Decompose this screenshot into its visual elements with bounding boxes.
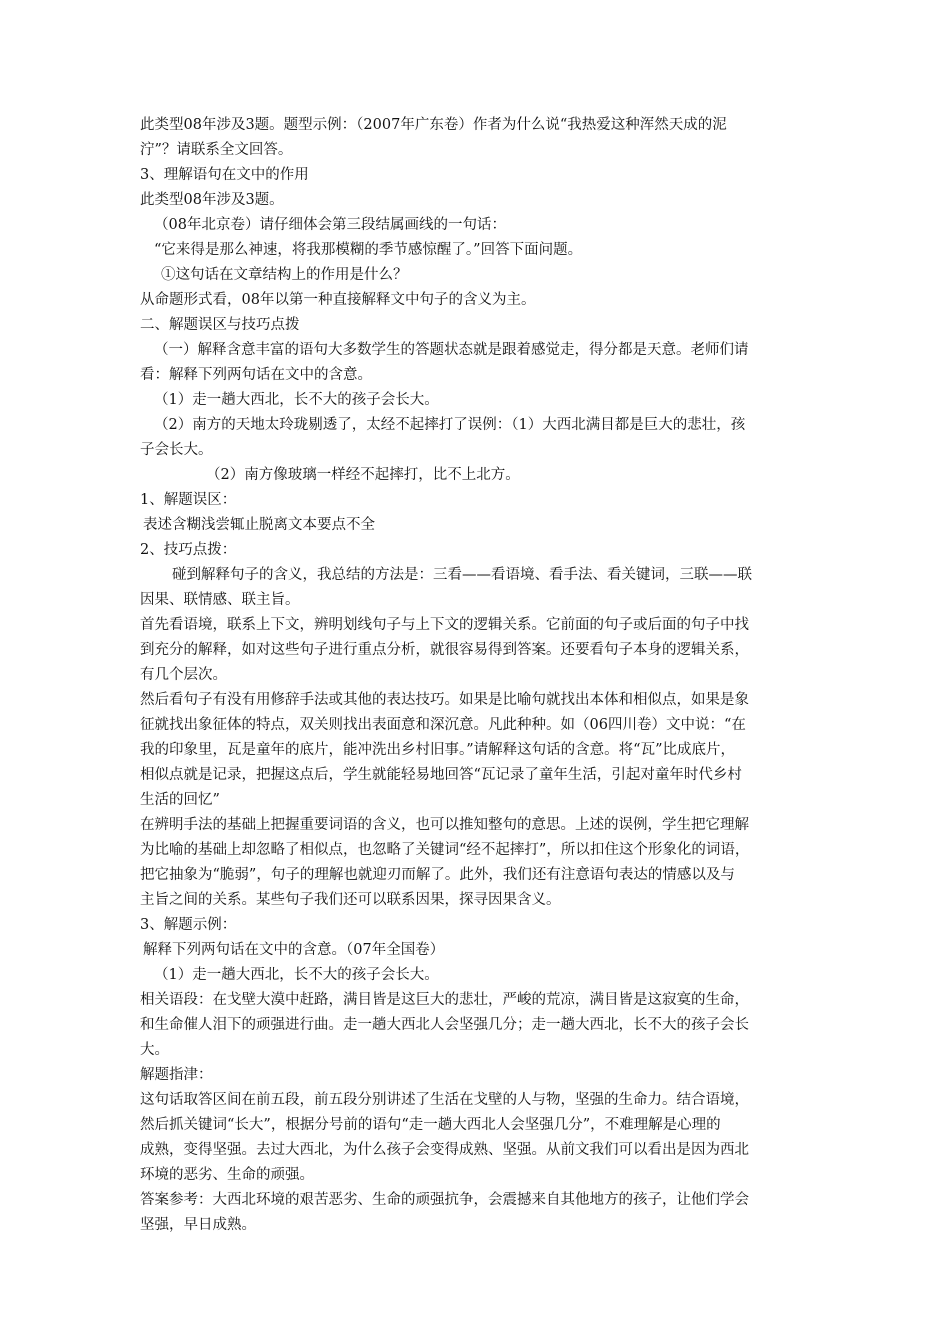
text-line: 3、理解语句在文中的作用: [140, 167, 309, 183]
text-line: （2）南方的天地太玲珑剔透了，太经不起摔打了误例：（1）大西北满目都是巨大的悲壮，孩: [154, 417, 746, 433]
text-line: 把它抽象为“脆弱”，句子的理解也就迎刃而解了。此外，我们还有注意语句表达的情感以及与: [140, 867, 735, 883]
text-line: （2）南方像玻璃一样经不起摔打，比不上北方。: [206, 467, 520, 483]
text-line: 坚强，早日成熟。: [140, 1217, 256, 1233]
text-line: 二、解题误区与技巧点拨: [140, 317, 300, 333]
text-line: 然后看句子有没有用修辞手法或其他的表达技巧。如果是比喻句就找出本体和相似点，如果是象: [140, 692, 749, 708]
text-line: 因果、联情感、联主旨。: [140, 592, 300, 608]
text-line: 1、解题误区：: [140, 492, 237, 508]
text-line: 生活的回忆”: [140, 792, 220, 808]
text-line: 首先看语境，联系上下文，辨明划线句子与上下文的逻辑关系。它前面的句子或后面的句子中找: [140, 617, 749, 633]
text-line: 看：解释下列两句话在文中的含意。: [140, 367, 372, 383]
text-line: 然后抓关键词“长大”，根据分号前的语句“走一趟大西北人会坚强几分”，不难理解是心理的: [140, 1117, 721, 1133]
text-line: 有几个层次。: [140, 667, 227, 683]
text-line: 子会长大。: [140, 442, 213, 458]
text-line: （1）走一趟大西北，长不大的孩子会长大。: [154, 392, 439, 408]
text-line: 为比喻的基础上却忽略了相似点，也忽略了关键词“经不起摔打”，所以扣住这个形象化的词语，: [140, 842, 750, 858]
text-line: 答案参考：大西北环境的艰苦恶劣、生命的顽强抗争，会震撼来自其他地方的孩子，让他们学会: [140, 1192, 749, 1208]
text-line: 泞”？请联系全文回答。: [140, 142, 293, 158]
text-line: 环境的恶劣、生命的顽强。: [140, 1167, 314, 1183]
document-page: [140, 113, 820, 1238]
text-line: 在辨明手法的基础上把握重要词语的含义，也可以推知整句的意思。上述的误例，学生把它理解: [140, 817, 749, 833]
text-line: 成熟，变得坚强。去过大西北，为什么孩子会变得成熟、坚强。从前文我们可以看出是因为西北: [140, 1142, 749, 1158]
text-line: 表述含糊浅尝辄止脱离文本要点不全: [143, 517, 375, 533]
text-line: 从命题形式看，08年以第一种直接解释文中句子的含义为主。: [140, 292, 536, 308]
text-line: 解释下列两句话在文中的含意。（07年全国卷）: [143, 942, 445, 958]
text-line: 3、解题示例：: [140, 917, 237, 933]
text-line: 2、技巧点拨：: [140, 542, 237, 558]
text-line: “它来得是那么神速，将我那模糊的季节感惊醒了。”回答下面问题。: [154, 242, 583, 258]
text-line: 和生命催人泪下的顽强进行曲。走一趟大西北人会坚强几分；走一趟大西北，长不大的孩子会长: [140, 1017, 749, 1033]
text-line: 相关语段：在戈壁大漠中赶路，满目皆是这巨大的悲壮，严峻的荒凉，满目皆是这寂寞的生命，: [140, 992, 749, 1008]
text-line: 大。: [140, 1042, 169, 1058]
text-line: 我的印象里，瓦是童年的底片，能冲洗出乡村旧事。”请解释这句话的含意。将“瓦”比成底片，: [140, 742, 735, 758]
text-line: 到充分的解释，如对这些句子进行重点分析，就很容易得到答案。还要看句子本身的逻辑关系，: [140, 642, 749, 658]
text-line: （1）走一趟大西北，长不大的孩子会长大。: [154, 967, 439, 983]
text-line: （一）解释含意丰富的语句大多数学生的答题状态就是跟着感觉走，得分都是天意。老师们请: [154, 342, 749, 358]
text-line: 征就找出象征体的特点，双关则找出表面意和深沉意。凡此种种。如（06四川卷）文中说：“在: [140, 717, 746, 733]
text-line: （08年北京卷）请仔细体会第三段结属画线的一句话：: [154, 217, 506, 233]
text-line: 主旨之间的关系。某些句子我们还可以联系因果，探寻因果含义。: [140, 892, 561, 908]
text-line: 这句话取答区间在前五段，前五段分别讲述了生活在戈壁的人与物，坚强的生命力。结合语境，: [140, 1092, 749, 1108]
text-line: 此类型08年涉及3题。题型示例：（2007年广东卷）作者为什么说“我热爱这种浑然天成的泥: [140, 117, 727, 133]
text-line: 相似点就是记录，把握这点后，学生就能轻易地回答“瓦记录了童年生活，引起对童年时代乡村: [140, 767, 742, 783]
text-line: 碰到解释句子的含义，我总结的方法是：三看——看语境、看手法、看关键词，三联——联: [172, 567, 752, 583]
text-line: ①这句话在文章结构上的作用是什么？: [161, 267, 408, 283]
text-line: 解题指津：: [140, 1067, 213, 1083]
text-line: 此类型08年涉及3题。: [140, 192, 284, 208]
